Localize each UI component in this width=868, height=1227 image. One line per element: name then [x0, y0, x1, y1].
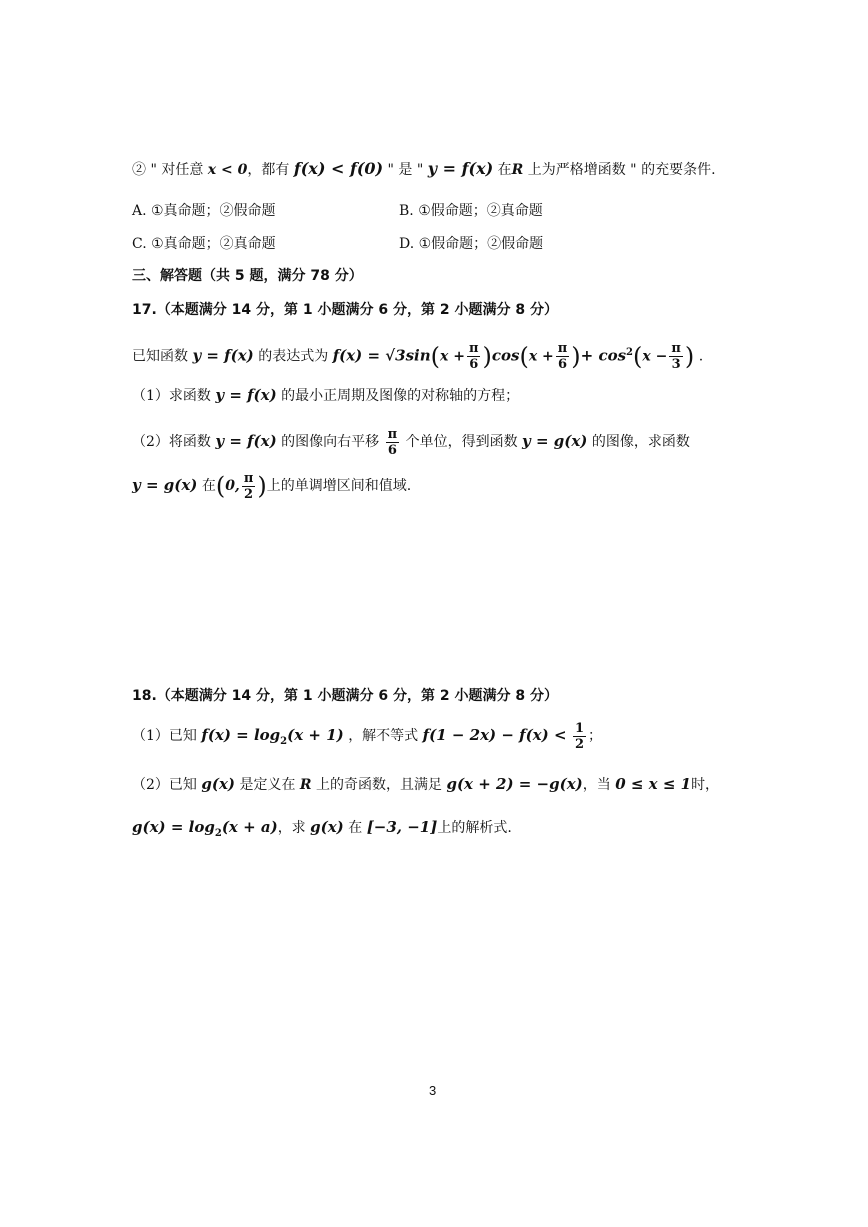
paren: ( — [633, 342, 643, 371]
math-cos: cos — [491, 346, 520, 365]
paren: ( — [430, 342, 441, 371]
q18-part2 — [132, 772, 719, 797]
math-eq: g(x + 2) = −g(x) — [446, 775, 583, 793]
fraction-pi-6 — [467, 341, 481, 372]
num: π — [671, 341, 681, 357]
text: 个单位，得到函数 — [405, 434, 518, 450]
math-cos: + cos — [580, 346, 627, 365]
num: 1 — [574, 720, 585, 736]
text: . — [698, 348, 704, 365]
text: （2）已知 — [132, 777, 197, 793]
text: 的图像，求函数 — [591, 434, 690, 450]
math-R: R — [511, 162, 524, 178]
fraction-pi-6 — [556, 341, 570, 372]
math-fn: y = f(x) — [215, 432, 277, 450]
text: ，解不等式 — [348, 728, 419, 744]
text: ； — [588, 728, 603, 744]
statement-2 — [132, 157, 716, 182]
math-gn: y = g(x) — [132, 476, 198, 494]
text: （1）已知 — [132, 728, 197, 744]
math: 0, — [225, 478, 240, 494]
math-R: R — [299, 777, 312, 793]
den: 6 — [558, 357, 568, 373]
math-fn: f(x) = log — [201, 726, 281, 744]
text: " 是 " — [383, 162, 424, 178]
exponent: 2 — [626, 347, 634, 358]
text: ，当 — [582, 777, 611, 793]
den: 2 — [574, 736, 585, 752]
math-formula: f(x) = √3sin — [332, 346, 431, 365]
option-b: B. ①假命题；②真命题 — [399, 203, 543, 219]
math-fn: g(x) = log — [132, 818, 215, 836]
den: 2 — [244, 486, 254, 502]
paren: ) — [684, 342, 695, 371]
q17-part2 — [132, 424, 690, 459]
fraction-pi-2 — [242, 471, 256, 502]
den: 6 — [387, 442, 397, 458]
math-fn: y = f(x) — [215, 386, 277, 404]
text: 上的奇函数，且满足 — [316, 777, 443, 793]
text: 的图像向右平移 — [281, 434, 380, 450]
math-fn: y = f(x) — [192, 346, 254, 365]
math-interval: [−3, −1] — [366, 818, 438, 836]
q17-intro — [132, 336, 703, 374]
math-inequality: f(x) < f(0) — [293, 159, 384, 178]
text: 在 — [493, 162, 512, 178]
den: 6 — [469, 357, 479, 373]
paren: ) — [482, 342, 492, 371]
text: 上的解析式. — [437, 820, 512, 836]
math-arg: (x + a) — [221, 818, 278, 836]
text: ，求 — [277, 820, 306, 836]
text: （2）将函数 — [132, 434, 211, 450]
math-range: 0 ≤ x ≤ 1 — [615, 775, 692, 793]
q18-header: 18.（本题满分 14 分，第 1 小题满分 6 分，第 2 小题满分 8 分） — [132, 688, 558, 704]
math-g: g(x) — [310, 818, 344, 836]
paren: ) — [571, 342, 581, 371]
page-number: 3 — [429, 1083, 437, 1098]
num: π — [243, 470, 254, 486]
num: π — [557, 341, 568, 357]
paren: ( — [519, 342, 529, 371]
text: 的最小正周期及图像的对称轴的方程； — [281, 388, 520, 404]
math-arg: (x + 1) — [287, 726, 344, 744]
text: 已知函数 — [132, 348, 188, 365]
math-expression: y = f(x) — [427, 159, 494, 178]
den: 3 — [671, 357, 681, 373]
num: π — [387, 426, 398, 442]
paren: ( — [215, 472, 226, 500]
math-g: g(x) — [201, 775, 236, 793]
log-base: 2 — [280, 735, 288, 747]
q17-header: 17.（本题满分 14 分，第 1 小题满分 6 分，第 2 小题满分 8 分） — [132, 302, 558, 318]
section-heading: 三、解答题（共 5 题，满分 78 分） — [132, 268, 363, 284]
fraction-1-2 — [573, 721, 586, 752]
q18-part2-line2 — [132, 815, 512, 846]
text: 时， — [691, 777, 720, 793]
text: 上的单调增区间和值域. — [266, 478, 412, 494]
q17-part1 — [132, 383, 519, 408]
text: ② " 对任意 — [132, 162, 204, 178]
text: （1）求函数 — [132, 388, 211, 404]
num: π — [468, 341, 479, 357]
math: x + — [440, 348, 465, 365]
text: 在 — [348, 820, 363, 836]
option-c: C. ①真命题；②真命题 — [132, 236, 276, 252]
fraction-pi-3 — [669, 341, 683, 372]
text: 在 — [201, 478, 216, 494]
math: x − — [642, 348, 668, 365]
math-ineq: f(1 − 2x) − f(x) < — [422, 726, 567, 744]
q18-part1 — [132, 718, 602, 759]
text: ，都有 — [247, 162, 290, 178]
math-condition: x < 0 — [207, 162, 248, 178]
math-gn: y = g(x) — [522, 432, 588, 450]
text: 上为严格增函数 " 的充要条件. — [523, 162, 716, 178]
log-base: 2 — [214, 827, 222, 839]
text: 的表达式为 — [258, 348, 329, 365]
math: x + — [528, 348, 554, 365]
q17-part2-line2 — [132, 468, 411, 503]
paren: ) — [257, 472, 267, 500]
option-d: D. ①假命题；②假命题 — [399, 236, 544, 252]
text: 是定义在 — [239, 777, 296, 793]
fraction-pi-6 — [386, 427, 400, 458]
option-a: A. ①真命题；②假命题 — [132, 203, 276, 219]
